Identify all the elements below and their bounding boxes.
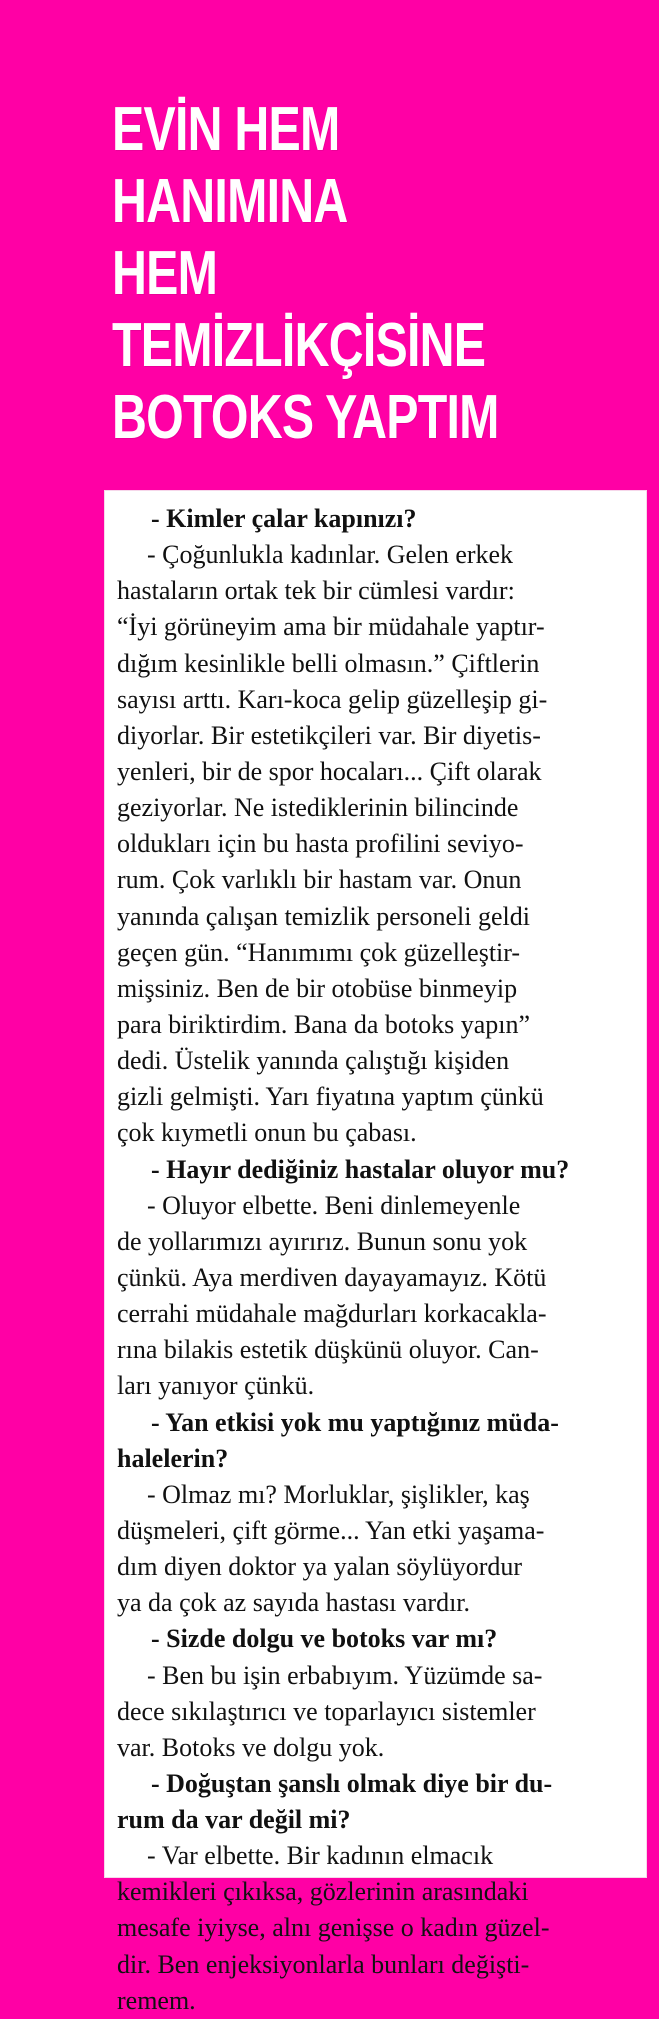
interview-text-line: mesafe iyiyse, alnı genişse o kadın güzel- <box>117 1913 550 1943</box>
interview-text-line: rum. Çok varlıklı bir hastam var. Onun <box>117 865 522 895</box>
headline-line: BOTOKS YAPTIM <box>112 382 499 452</box>
interview-text-line: hastaların ortak tek bir cümlesi vardır: <box>117 576 515 606</box>
interview-text-line: - Oluyor elbette. Beni dinlemeyenle <box>147 1190 521 1220</box>
interview-question-line: rum da var değil mi? <box>117 1805 351 1835</box>
interview-text-line: - Olmaz mı? Morluklar, şişlikler, kaş <box>147 1479 530 1509</box>
interview-text-line: cerrahi müdahale mağdurları korkacakla- <box>117 1299 547 1329</box>
interview-text-line: geziyorlar. Ne istediklerinin bilincinde <box>117 793 519 823</box>
interview-text-line: “İyi görüneyim ama bir müdahale yaptır- <box>117 612 545 642</box>
interview-question-line: - Hayır dediğiniz hastalar oluyor mu? <box>151 1154 570 1184</box>
interview-text-line: ya da çok az sayıda hastası vardır. <box>117 1588 471 1618</box>
interview-text-line: remem. <box>117 1985 196 2015</box>
interview-text-line: dece sıkılaştırıcı ve toparlayıcı sistemler <box>117 1696 536 1726</box>
interview-text-line: - Çoğunlukla kadınlar. Gelen erkek <box>147 540 514 570</box>
headline-line: HEM <box>112 238 218 308</box>
interview-question-line: - Kimler çalar kapınızı? <box>151 504 417 533</box>
interview-text-line: de yollarımızı ayırırız. Bunun sonu yok <box>117 1226 528 1256</box>
interview-text-line: dir. Ben enjeksiyonlarla bunları değişti- <box>117 1949 530 1979</box>
interview-text-line: gizli gelmişti. Yarı fiyatına yaptım çünkü <box>117 1082 544 1112</box>
interview-question-line: - Yan etkisi yok mu yaptığınız müda- <box>151 1407 559 1437</box>
interview-text-line: dedi. Üstelik yanında çalıştığı kişiden <box>117 1046 510 1076</box>
headline-line: HANIMINA <box>112 166 348 236</box>
interview-question-line: - Doğuştan şanslı olmak diye bir du- <box>151 1768 553 1798</box>
interview-text-line: diyorlar. Bir estetikçileri var. Bir diyetis- <box>117 720 541 750</box>
interview-text-line: - Var elbette. Bir kadının elmacık <box>147 1841 494 1871</box>
interview-question-line: halelerin? <box>117 1443 229 1473</box>
interview-text-line: sayısı arttı. Karı-koca gelip güzelleşip gi- <box>117 684 548 714</box>
interview-text-line: para biriktirdim. Bana da botoks yapın” <box>117 1009 531 1039</box>
article-headline <box>112 94 533 454</box>
interview-question-line: - Sizde dolgu ve botoks var mı? <box>151 1624 498 1654</box>
interview-text-box <box>104 490 647 2015</box>
headline-line: TEMİZLİKÇİSİNE <box>112 310 486 380</box>
interview-text-line: rına bilakis estetik düşkünü oluyor. Can- <box>117 1335 539 1365</box>
interview-text-line: dığım kesinlikle belli olmasın.” Çiftlerin <box>117 648 540 678</box>
interview-text-line: dım diyen doktor ya yalan söylüyordur <box>117 1552 523 1582</box>
headline-line: EVİN HEM <box>112 94 340 164</box>
interview-text-line: mişsiniz. Ben de bir otobüse binmeyip <box>117 973 518 1003</box>
interview-text <box>117 501 637 2019</box>
interview-text-line: yanında çalışan temizlik personeli geldi <box>117 901 530 931</box>
interview-text-line: düşmeleri, çift görme... Yan etki yaşama- <box>117 1515 545 1545</box>
interview-text-line: oldukları için bu hasta profilini seviyo- <box>117 829 524 859</box>
interview-text-line: geçen gün. “Hanımımı çok güzelleştir- <box>117 937 521 967</box>
interview-text-line: yenleri, bir de spor hocaları... Çift olarak <box>117 756 542 786</box>
interview-text-line: - Ben bu işin erbabıyım. Yüzümde sa- <box>147 1660 543 1690</box>
interview-text-line: çok kıymetli onun bu çabası. <box>117 1118 417 1148</box>
interview-text-line: ları yanıyor çünkü. <box>117 1371 315 1401</box>
interview-text-line: var. Botoks ve dolgu yok. <box>117 1732 385 1762</box>
interview-text-line: çünkü. Aya merdiven dayayamayız. Kötü <box>117 1262 547 1292</box>
interview-text-line: kemikleri çıkıksa, gözlerinin arasındaki <box>117 1877 529 1907</box>
